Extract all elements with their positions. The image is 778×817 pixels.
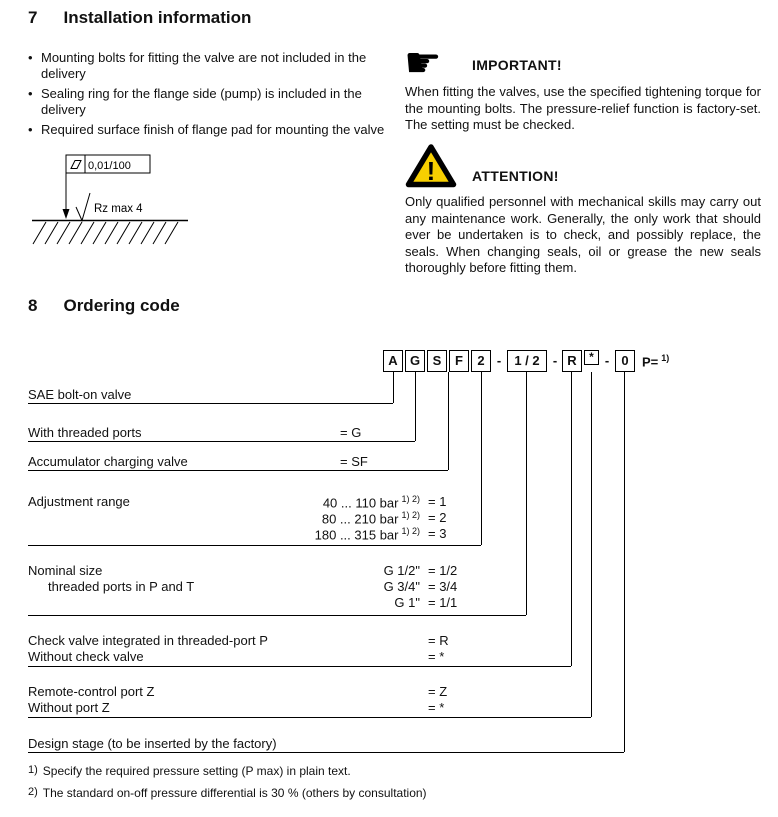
row-label-accumulator: Accumulator charging valve bbox=[28, 454, 188, 469]
row-line bbox=[28, 403, 393, 404]
flatness-value: 0,01/100 bbox=[88, 160, 131, 172]
footnote-ref: 1) 2) bbox=[401, 510, 420, 520]
connector-line-check bbox=[571, 372, 572, 666]
footnote-marker: 1) bbox=[28, 764, 38, 776]
connector-line-design bbox=[624, 372, 625, 752]
code-pressure-label: P= $^{1)}$ bbox=[642, 353, 670, 370]
code-dash: - bbox=[604, 353, 610, 368]
section8-title: Ordering code bbox=[63, 296, 180, 315]
bullet-item: • Mounting bolts for fitting the valve are not included in the delivery bbox=[28, 50, 386, 82]
connector-line-g bbox=[415, 372, 416, 441]
code-box-a: A bbox=[383, 350, 403, 372]
flatness-icon bbox=[71, 161, 81, 169]
section8-number: 8 bbox=[28, 296, 38, 315]
nominal-option: G 1/2" bbox=[383, 563, 420, 578]
row-label-sae: SAE bolt-on valve bbox=[28, 387, 132, 402]
nominal-option: G 1" bbox=[394, 595, 420, 610]
section7-title: Installation information bbox=[63, 8, 252, 27]
row-label-threaded-ports: With threaded ports bbox=[28, 425, 142, 440]
footnote-ref: 1) 2) bbox=[401, 494, 420, 504]
code-box-check: R bbox=[562, 350, 582, 372]
nominal-option-value: = 1/2 bbox=[428, 563, 458, 578]
code-dash: - bbox=[552, 353, 558, 368]
important-body: When fitting the valves, use the specified tightening torque for the mounting bolts. The pressure-relief function is factory-set. The setting must be checked. bbox=[405, 84, 761, 132]
row-value-remote-port: = Z bbox=[428, 684, 448, 699]
footnote-ref: 1) bbox=[661, 353, 670, 363]
row-value-accumulator: = SF bbox=[340, 454, 368, 469]
footnote-1: 1) Specify the required pressure setting (P max) in plain text. bbox=[28, 764, 351, 778]
row-line bbox=[28, 666, 571, 667]
pointing-hand-icon: ☛ bbox=[404, 38, 442, 87]
row-label-design-stage: Design stage (to be inserted by the factory) bbox=[28, 736, 277, 751]
row-line bbox=[28, 470, 448, 471]
exclamation-mark: ! bbox=[426, 156, 436, 186]
row-label-adjustment-range: Adjustment range bbox=[28, 494, 130, 509]
row-sublabel-nominal-size: threaded ports in P and T bbox=[48, 579, 195, 594]
warning-triangle-icon bbox=[405, 142, 457, 189]
bullet-item: • Required surface finish of flange pad for mounting the valve bbox=[28, 122, 386, 138]
code-box-g: G bbox=[405, 350, 425, 372]
nominal-option: G 3/4" bbox=[383, 579, 420, 594]
row-value-threaded-ports: = G bbox=[340, 425, 362, 440]
row-line bbox=[28, 441, 415, 442]
adjustment-option-value: = 3 bbox=[428, 526, 447, 541]
connector-line-a bbox=[393, 372, 394, 403]
row-label-check-valve: Check valve integrated in threaded-port P bbox=[28, 633, 268, 648]
footnote-2: 2) The standard on-off pressure differential is 30 % (others by consultation) bbox=[28, 786, 427, 800]
code-box-port: * bbox=[584, 350, 599, 365]
row-line bbox=[28, 545, 481, 546]
code-box-f: F bbox=[449, 350, 469, 372]
row-label-without-port: Without port Z bbox=[28, 700, 110, 715]
row-label-remote-port: Remote-control port Z bbox=[28, 684, 155, 699]
attention-title: ATTENTION! bbox=[472, 168, 559, 184]
surface-finish-drawing bbox=[28, 152, 196, 248]
footnote-ref: 1) 2) bbox=[401, 526, 420, 536]
hatching bbox=[33, 222, 178, 244]
adjustment-option-value: = 2 bbox=[428, 510, 447, 525]
roughness-icon bbox=[76, 193, 90, 221]
connector-line-size bbox=[526, 372, 527, 615]
attention-body: Only qualified personnel with mechanical skills may carry out any maintenance work. Generally, the only work that should ever be undertaken is to check, and possibly replace, the seals. When changing seals, oil or grease the new seals thoroughly before fitting them. bbox=[405, 194, 761, 275]
bullet-item: • Sealing ring for the flange side (pump) is included in the delivery bbox=[28, 86, 386, 118]
row-line bbox=[28, 717, 591, 718]
adjustment-option-value: = 1 bbox=[428, 494, 447, 509]
row-value-without-check-valve: = * bbox=[428, 649, 445, 664]
row-value-without-port: = * bbox=[428, 700, 445, 715]
section7-heading bbox=[28, 8, 251, 28]
section7-number: 7 bbox=[28, 8, 38, 27]
connector-line-2 bbox=[481, 372, 482, 545]
code-box-design: 0 bbox=[615, 350, 635, 372]
code-box-s: S bbox=[427, 350, 447, 372]
row-label-without-check-valve: Without check valve bbox=[28, 649, 144, 664]
adjustment-option: 180 ... 315 bar $^{1) 2)}$ bbox=[314, 526, 420, 543]
row-line bbox=[28, 752, 624, 753]
footnote-marker: 2) bbox=[28, 786, 38, 798]
code-box-size: 1 / 2 bbox=[507, 350, 547, 372]
nominal-option-value: = 3/4 bbox=[428, 579, 458, 594]
adjustment-option: 40 ... 110 bar $^{1) 2)}$ bbox=[322, 494, 420, 511]
roughness-value: Rz max 4 bbox=[94, 203, 143, 215]
nominal-option-value: = 1/1 bbox=[428, 595, 458, 610]
row-label-nominal-size: Nominal size bbox=[28, 563, 103, 578]
leader-arrow-icon bbox=[63, 209, 70, 219]
code-box-2: 2 bbox=[471, 350, 491, 372]
connector-line-sf bbox=[448, 372, 449, 470]
important-title: IMPORTANT! bbox=[472, 57, 562, 73]
row-line bbox=[28, 615, 526, 616]
adjustment-option: 80 ... 210 bar $^{1) 2)}$ bbox=[321, 510, 420, 527]
section8-heading bbox=[28, 296, 180, 316]
code-dash: - bbox=[496, 353, 502, 368]
connector-line-port bbox=[591, 372, 592, 717]
row-value-check-valve: = R bbox=[428, 633, 449, 648]
installation-bullets bbox=[28, 50, 386, 142]
